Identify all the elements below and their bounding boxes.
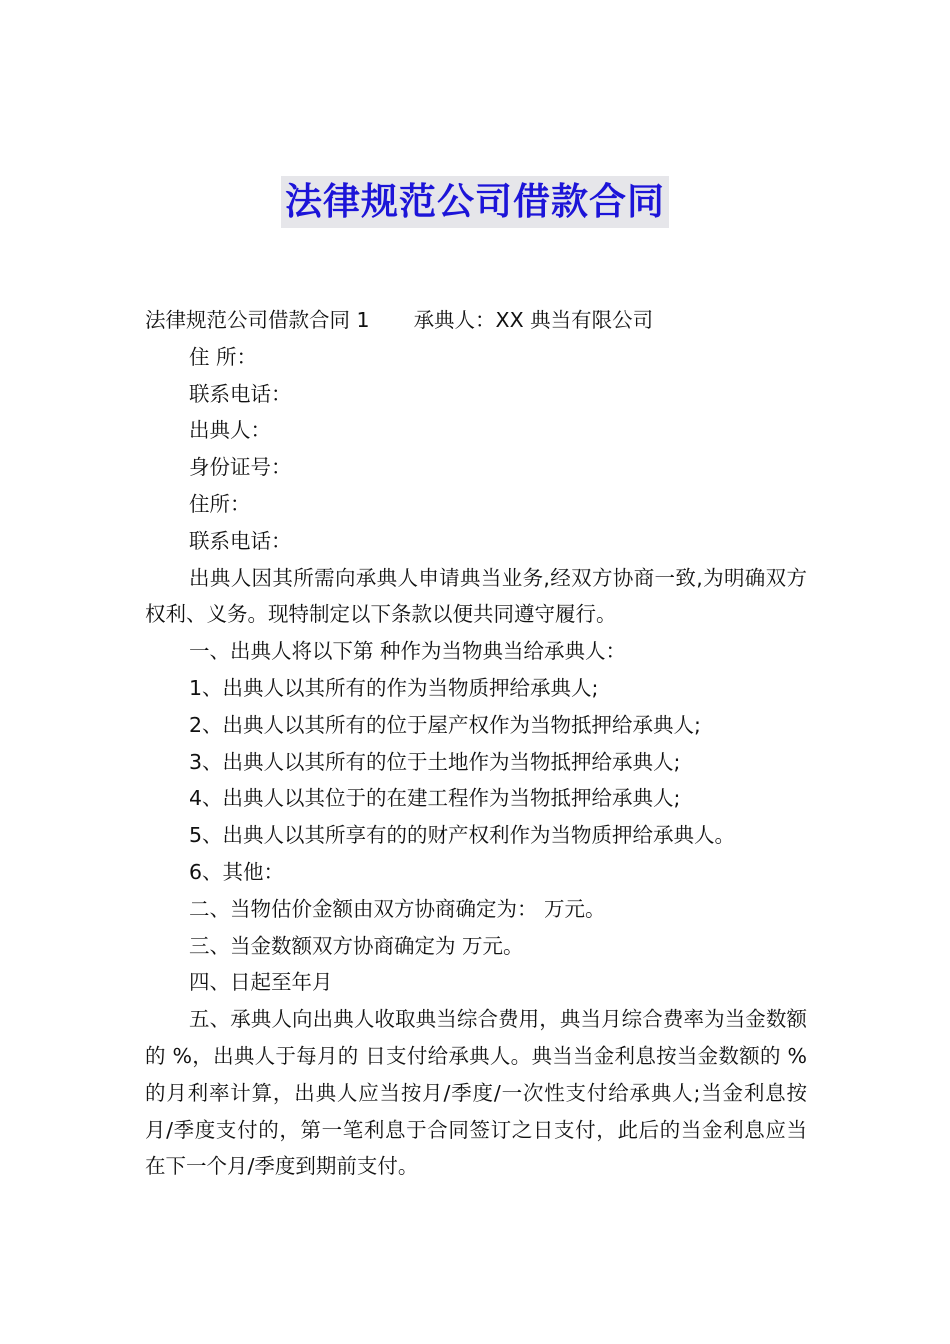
clause-1-item-4: 4、出典人以其位于的在建工程作为当物抵押给承典人; — [189, 786, 681, 811]
document-title: 法律规范公司借款合同 — [281, 176, 669, 228]
clause-1: 一、出典人将以下第 种作为当物典当给承典人： — [189, 639, 627, 664]
clause-2: 二、当物估价金额由双方协商确定为： 万元。 — [189, 896, 606, 921]
clause-5-paragraph: 五、承典人向出典人收取典当综合费用，典当月综合费率为当金数额的 %，出典人于每月的 日支付给承典人。典当当金利息按当金数额的 %的月利率计算，出典人应当按月/季度/一次性支付给承典人;当金利息按月/季度支付的，第一笔利息于合同签订之日支付，此后的当金利息应当在下一个月/季度到期前支付。 — [145, 1007, 807, 1179]
residence-line: 住所： — [189, 491, 251, 516]
clause-1-item-1: 1、出典人以其所有的作为当物质押给承典人; — [189, 675, 599, 700]
intro-left: 法律规范公司借款合同 1 — [145, 308, 370, 332]
address-line: 住 所： — [189, 344, 258, 369]
clause-4: 四、日起至年月 — [189, 970, 333, 995]
id-number-line: 身份证号： — [189, 455, 292, 480]
clause-3: 三、当金数额双方协商确定为 万元。 — [189, 933, 524, 958]
pawner-line: 出典人： — [189, 418, 271, 443]
document-body — [145, 302, 807, 1185]
clause-1-item-5: 5、出典人以其所享有的的财产权利作为当物质押给承典人。 — [189, 823, 736, 848]
clause-1-item-6: 6、其他： — [189, 859, 285, 884]
clause-1-item-3: 3、出典人以其所有的位于土地作为当物抵押给承典人; — [189, 749, 681, 774]
pawner-phone-line: 联系电话： — [189, 528, 292, 553]
intro-line — [145, 302, 807, 339]
intro-right: 承典人：XX 典当有限公司 — [413, 308, 654, 332]
title-container — [0, 176, 950, 228]
phone-line: 联系电话： — [189, 381, 292, 406]
intro-paragraph: 出典人因其所需向承典人申请典当业务,经双方协商一致,为明确双方权利、义务。现特制定以下条款以便共同遵守履行。 — [145, 565, 807, 627]
clause-1-item-2: 2、出典人以其所有的位于屋产权作为当物抵押给承典人; — [189, 712, 701, 737]
